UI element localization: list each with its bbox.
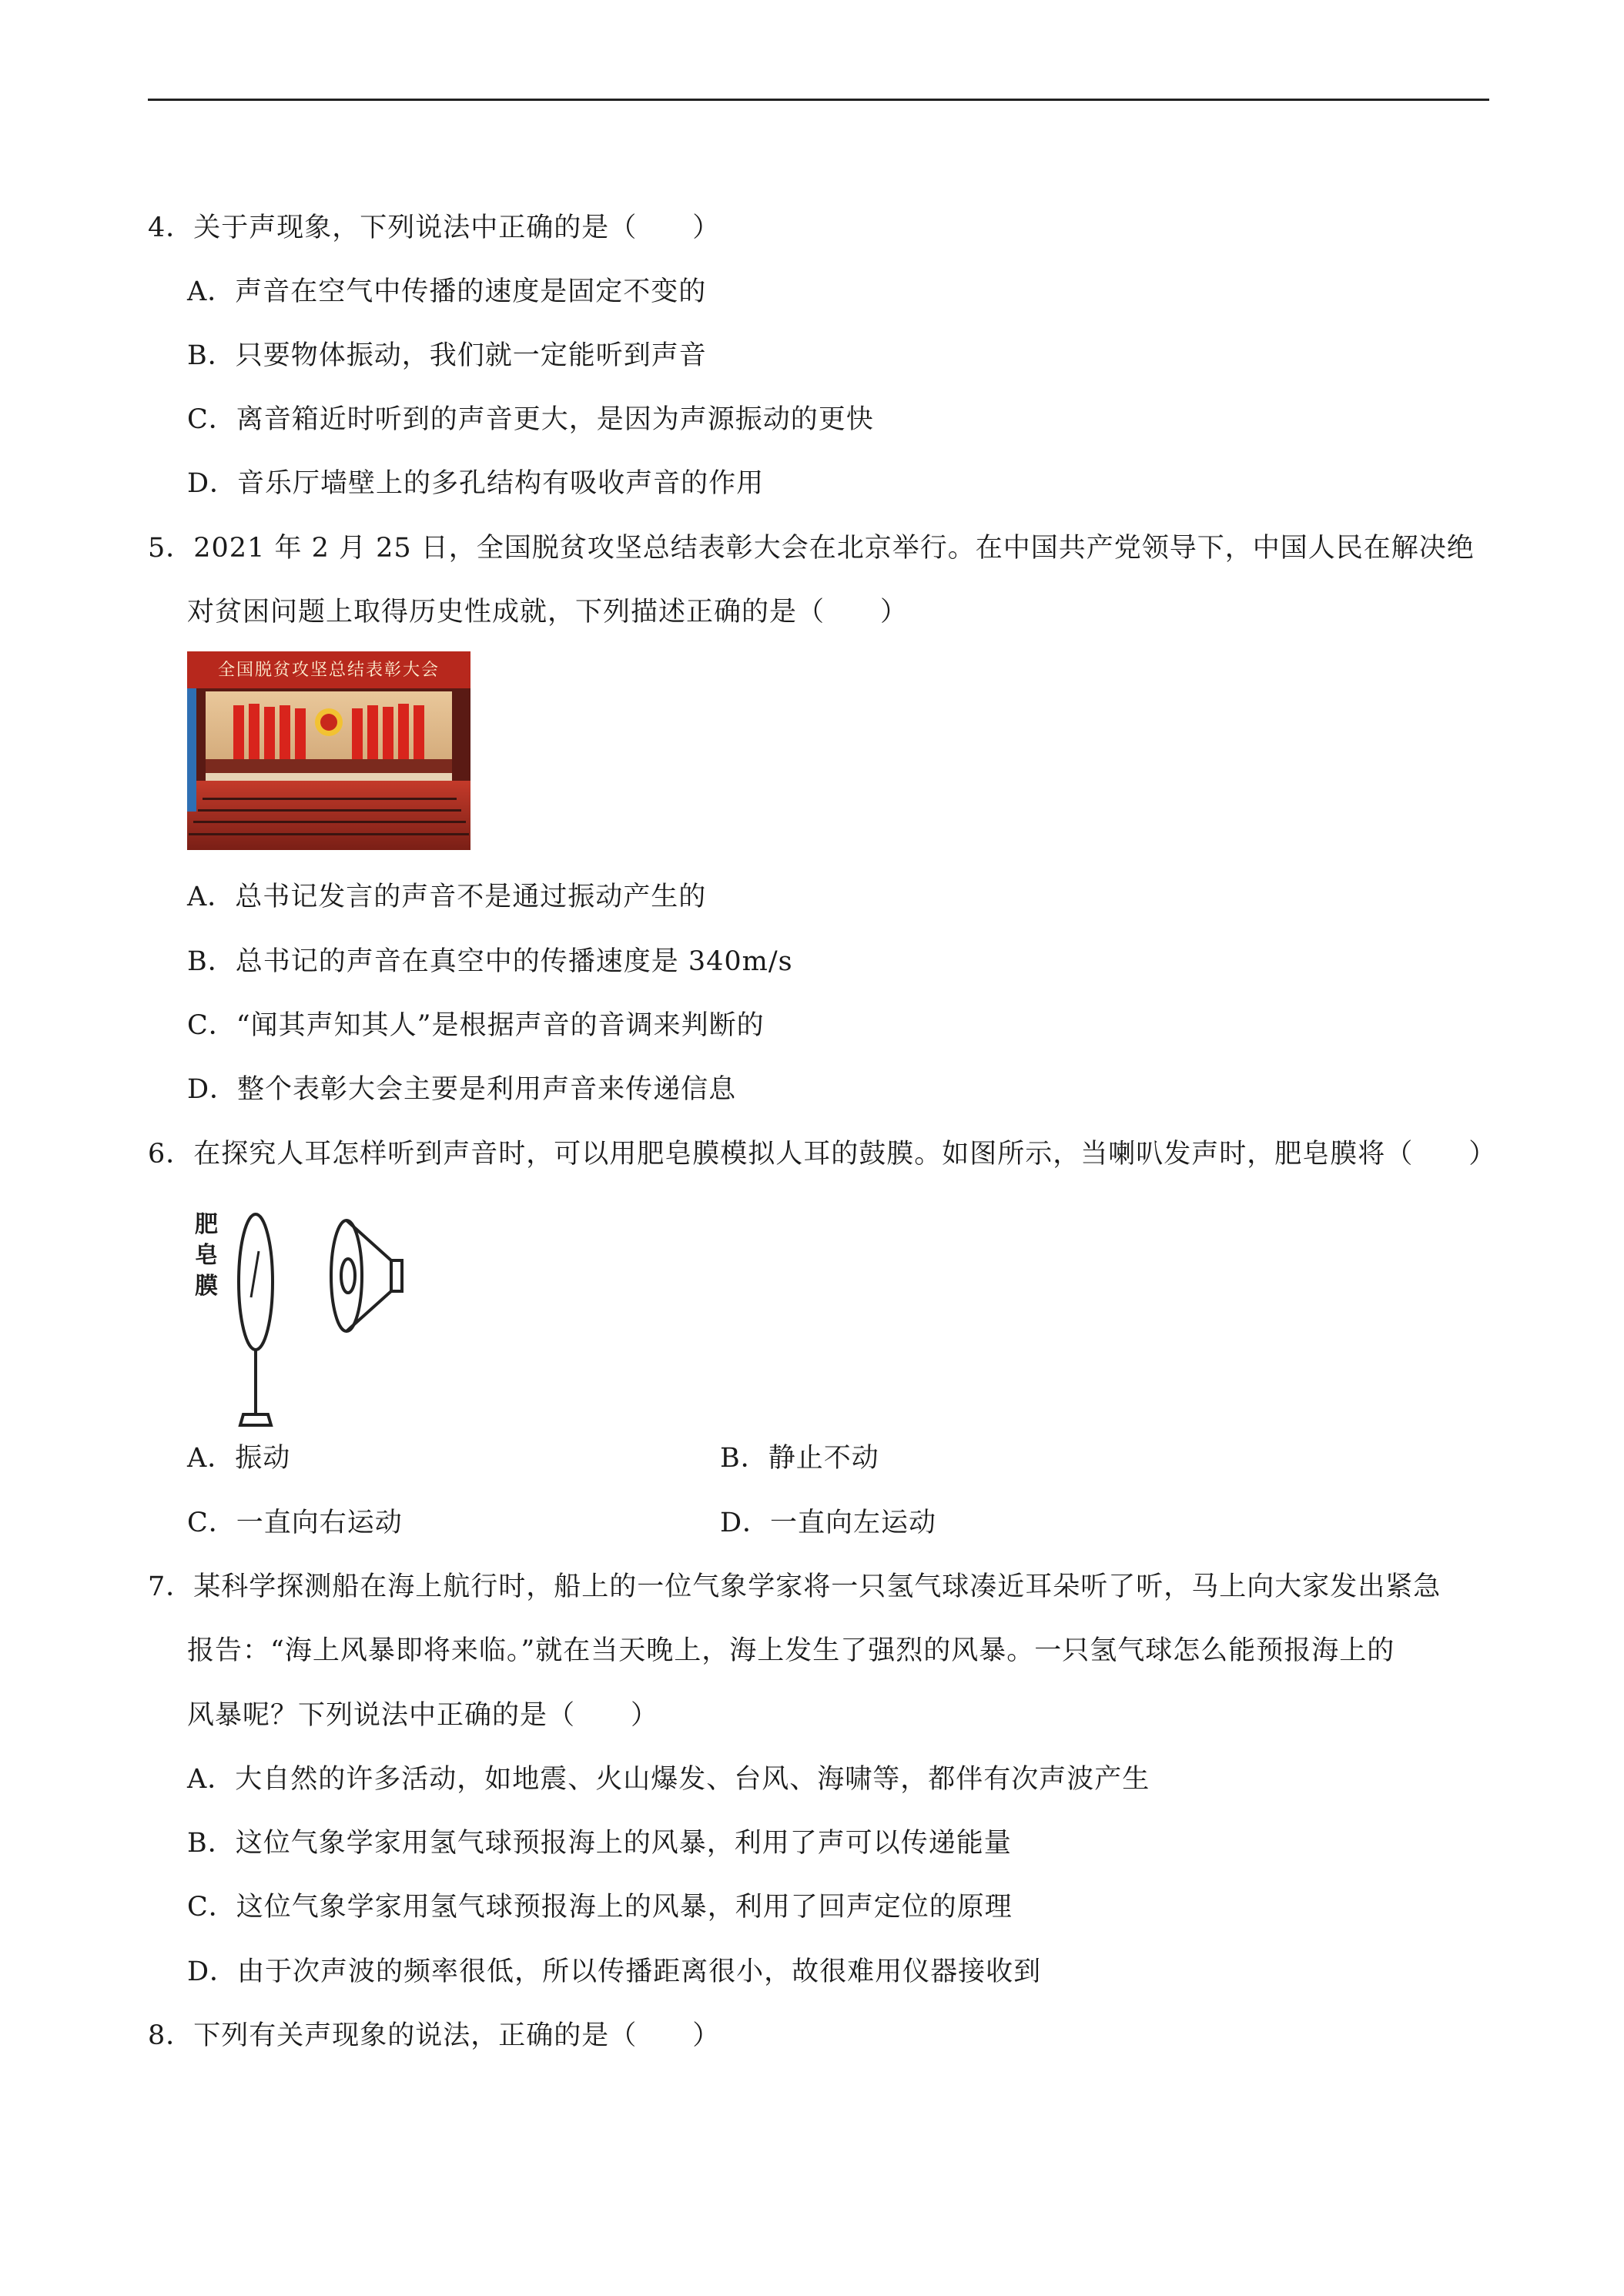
question-4-stem: 4．关于声现象，下列说法中正确的是（ ） bbox=[148, 213, 721, 243]
question-5-option-c: C．“闻其声知其人”是根据声音的音调来判断的 bbox=[187, 1010, 765, 1041]
conference-hall-photo bbox=[187, 651, 470, 850]
question-5-stem-continued: 对贫困问题上取得历史性成就，下列描述正确的是（ ） bbox=[187, 597, 909, 628]
header-rule bbox=[148, 99, 1489, 101]
diagram-label-char-3: 膜 bbox=[195, 1273, 218, 1300]
question-5-option-d: D．整个表彰大会主要是利用声音来传递信息 bbox=[187, 1074, 737, 1105]
question-6-stem: 6．在探究人耳怎样听到声音时，可以用肥皂膜模拟人耳的鼓膜。如图所示，当喇叭发声时，肥皂膜将（ ） bbox=[148, 1139, 1497, 1170]
question-7-option-b: B．这位气象学家用氢气球预报海上的风暴，利用了声可以传递能量 bbox=[187, 1828, 1012, 1859]
diagram-label-char-1: 肥 bbox=[195, 1211, 218, 1238]
question-7-stem: 7．某科学探测船在海上航行时，船上的一位气象学家将一只氢气球凑近耳朵听了听，马上向大家发出紧急 bbox=[148, 1571, 1442, 1602]
question-4-option-c: C．离音箱近时听到的声音更大，是因为声源振动的更快 bbox=[187, 404, 874, 435]
question-6-option-c: C．一直向右运动 bbox=[187, 1508, 403, 1538]
question-6-option-d: D．一直向左运动 bbox=[720, 1508, 937, 1538]
question-7-option-a: A．大自然的许多活动，如地震、火山爆发、台风、海啸等，都伴有次声波产生 bbox=[187, 1764, 1150, 1795]
question-7-option-c: C．这位气象学家用氢气球预报海上的风暴，利用了回声定位的原理 bbox=[187, 1892, 1013, 1923]
question-4-option-b: B．只要物体振动，我们就一定能听到声音 bbox=[187, 340, 707, 371]
question-8-stem: 8．下列有关声现象的说法，正确的是（ ） bbox=[148, 2020, 721, 2051]
conference-banner-text: 全国脱贫攻坚总结表彰大会 bbox=[217, 661, 440, 680]
question-7-stem-continued-2: 风暴呢？下列说法中正确的是（ ） bbox=[187, 1700, 659, 1731]
question-5-option-b: B．总书记的声音在真空中的传播速度是 340m/s bbox=[187, 946, 793, 977]
diagram-label-char-2: 皂 bbox=[195, 1242, 218, 1269]
question-5-stem: 5．2021 年 2 月 25 日，全国脱贫攻坚总结表彰大会在北京举行。在中国共产党领导下，中国人民在解决绝 bbox=[148, 533, 1475, 564]
question-5-option-a: A．总书记发言的声音不是通过振动产生的 bbox=[187, 882, 707, 912]
question-4-option-a: A．声音在空气中传播的速度是固定不变的 bbox=[187, 276, 707, 307]
question-6-option-b: B．静止不动 bbox=[720, 1443, 879, 1474]
question-7-option-d: D．由于次声波的频率很低，所以传播距离很小，故很难用仪器接收到 bbox=[187, 1956, 1042, 1987]
question-7-stem-continued-1: 报告：“海上风暴即将来临。”就在当天晚上，海上发生了强烈的风暴。一只氢气球怎么能预报海上的 bbox=[187, 1635, 1395, 1666]
question-4-option-d: D．音乐厅墙壁上的多孔结构有吸收声音的作用 bbox=[187, 468, 765, 499]
soap-film-speaker-diagram bbox=[185, 1205, 408, 1436]
question-6-option-a: A．振动 bbox=[187, 1443, 291, 1474]
